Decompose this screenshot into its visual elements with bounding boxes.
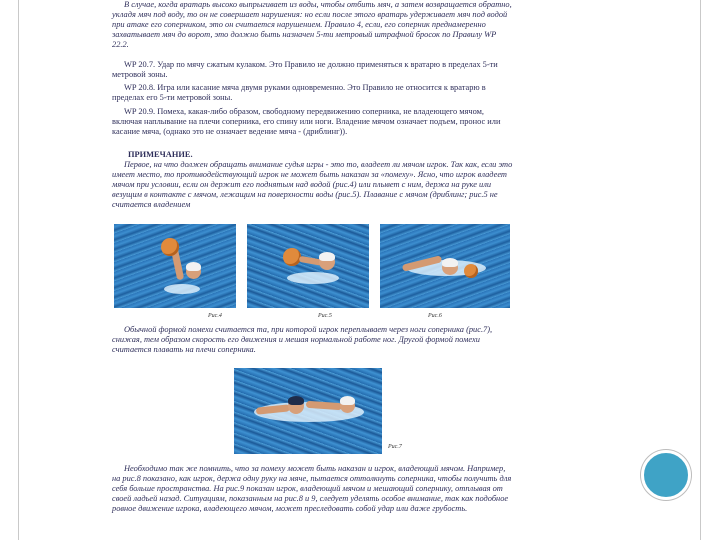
rule-20-7: WP 20.7. Удар по мячу сжатым кулаком. Это Правило не должно применяться к вратарю в пределах 5-ти метровой зоны. xyxy=(112,60,498,79)
photo-fig6 xyxy=(380,224,510,308)
photo-fig4 xyxy=(114,224,236,308)
slide-frame-left xyxy=(18,0,19,540)
photo-fig7 xyxy=(234,368,382,454)
fig6-caption: Рис.6 xyxy=(428,313,442,319)
note-heading: ПРИМЕЧАНИЕ. xyxy=(128,150,193,159)
fig7-caption: Рис.7 xyxy=(388,444,402,450)
bottom-paragraph: Необходимо так же помнить, что за помеху может быть наказан и игрок, владеющий мячом. Например, на рис.8 показано, как игрок, держа одну руку на мяче, пытается оттолкнуть соперника, чтобы получить для себя больше пространства. На рис.9 показан игрок, владеющий мячом и мешающий сопернику, отплывая от своей ладьей назад. Ситуациям, показанным на рис.8 и 9, следует уделять особое внимание, так как подобное ровное движение игрока, владеющего мячом, может преследовать собой удар или даже грубость. xyxy=(112,464,512,513)
decorative-circle xyxy=(641,450,691,500)
scanned-page xyxy=(112,0,514,540)
rule-20-8: WP 20.8. Игра или касание мяча двумя руками одновременно. Это Правило не относится к вратарю в пределах его 5-ти метровой зоны. xyxy=(112,83,486,102)
fig5-caption: Рис.5 xyxy=(318,313,332,319)
fig4-caption: Рис.4 xyxy=(208,313,222,319)
paragraph-after-figures: Обычной формой помехи считается та, при которой игрок переплывает через ноги соперника (рис.7), снижая, тем образом скорость его движения и мешая нормальной работе ног. Другой формой помехи считается плавать на плечи соперника. xyxy=(112,325,493,354)
slide-frame-right xyxy=(700,0,701,540)
note-text: Первое, на что должен обращать внимание судья игры - это то, владеет ли мячом игрок. Так как, если это имеет место, то противодействующий игрок не может быть наказан за «помеху». Ясно, что игрок владеет мячом при условии, если он держит его поднятым над водой (рис.4) или плывет с ним, держа на руке или везущим в контакте с мячом, лежащим на поверхности воды (рис.5). Плавание с мячом (дриблинг; рис.5 не считается владением xyxy=(112,160,513,209)
intro-paragraph: В случае, когда вратарь высоко выпрыгивает из воды, чтобы отбить мяч, а затем возвращается обратно, укладя мяч под воду, то он не совершает нарушения: но если после этого вратарь удерживает мяч под водой при атаке его соперником, это он считается нарушением. Правило 4, если, его соперник преднамеренно захватывает мяч до ворот, это должно быть назначен 5-ти метровый штрафной бросок по Правилу WP 22.2. xyxy=(112,0,512,49)
rule-20-9: WP 20.9. Помеха, какая-либо образом, свободному передвижению соперника, не владеющего мячом, включая наплывание на плечи соперника, его спину или ноги. Владение мячом означает подъем, пронос или касание мяча, (однако это не означает ведение мяча - (дриблинг)). xyxy=(112,107,501,136)
photo-fig5 xyxy=(247,224,369,308)
